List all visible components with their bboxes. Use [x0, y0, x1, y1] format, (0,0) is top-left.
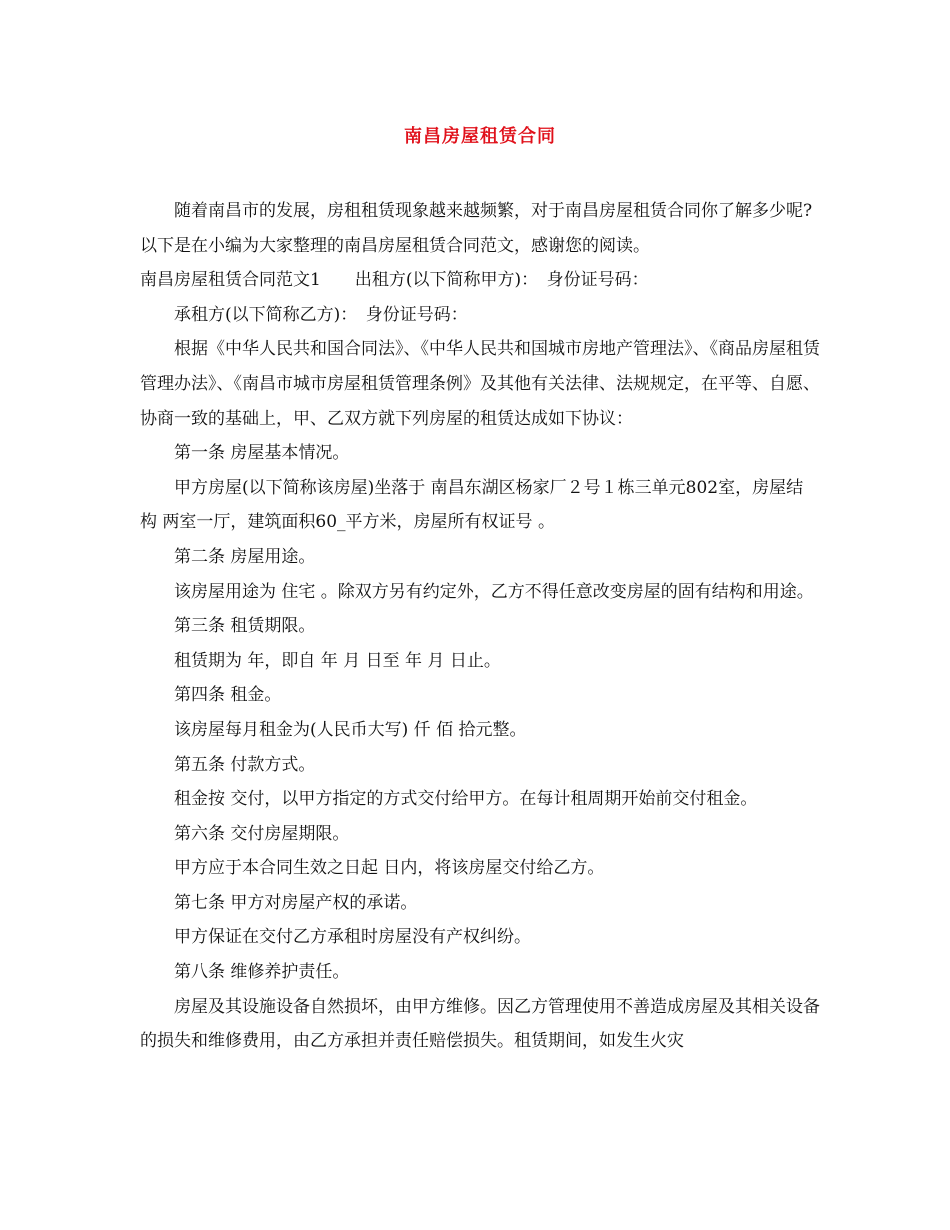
document-title: 南昌房屋租赁合同: [404, 126, 556, 147]
article-5-body: 租金按 交付，以甲方指定的方式交付给甲方。在每计租周期开始前交付租金。: [174, 789, 758, 810]
article-1-heading: 第一条 房屋基本情况。: [174, 443, 350, 464]
article-4-body: 该房屋每月租金为(人民币大写) 仟 佰 拾元整。: [174, 719, 527, 740]
paragraph-intro: 随着南昌市的发展，房租租赁现象越来越频繁，对于南昌房屋租赁合同你了解多少呢?以下是在小编为大家整理的南昌房屋租赁合同范文，感谢您的阅读。: [140, 201, 813, 256]
article-2-heading: 第二条 房屋用途。: [174, 546, 316, 567]
paragraph-legal-basis: 根据《中华人民共和国合同法》、《中华人民共和国城市房地产管理法》、《商品房屋租赁管理办法》、《南昌市城市房屋租赁管理条例》及其他有关法律、法规规定，在平等、自愿、协商一致的基础上，甲、乙双方就下列房屋的租赁达成如下协议：: [140, 339, 820, 429]
document-body: [140, 194, 820, 1059]
article-8-body: 房屋及其设施设备自然损坏，由甲方维修。因乙方管理使用不善造成房屋及其相关设备的损失和维修费用，由乙方承担并责任赔偿损失。租赁期间，如发生火灾: [140, 996, 820, 1052]
article-2-body: 该房屋用途为 住宅 。除双方另有约定外，乙方不得任意改变房屋的固有结构和用途。: [174, 581, 814, 602]
article-5-heading: 第五条 付款方式。: [174, 754, 316, 775]
article-4-heading: 第四条 租金。: [174, 685, 282, 706]
article-3-heading: 第三条 租赁期限。: [174, 616, 316, 637]
article-1-body: 甲方房屋(以下简称该房屋)坐落于 南昌东湖区杨家厂２号１栋三单元802室，房屋结构 两室一厅，建筑面积60_平方米，房屋所有权证号 。: [140, 477, 804, 533]
article-6-body: 甲方应于本合同生效之日起 日内，将该房屋交付给乙方。: [174, 858, 605, 879]
article-3-body: 租赁期为 年，即自 年 月 日至 年 月 日止。: [174, 650, 501, 671]
article-8-heading: 第八条 维修养护责任。: [174, 962, 350, 983]
article-7-heading: 第七条 甲方对房屋产权的承诺。: [174, 892, 418, 913]
paragraph-parties-lessor: 南昌房屋租赁合同范文1 出租方(以下简称甲方)： 身份证号码：: [140, 270, 649, 291]
paragraph-parties-lessee: 承租方(以下简称乙方)： 身份证号码：: [174, 304, 468, 325]
article-6-heading: 第六条 交付房屋期限。: [174, 823, 350, 844]
article-7-body: 甲方保证在交付乙方承租时房屋没有产权纠纷。: [174, 927, 531, 948]
